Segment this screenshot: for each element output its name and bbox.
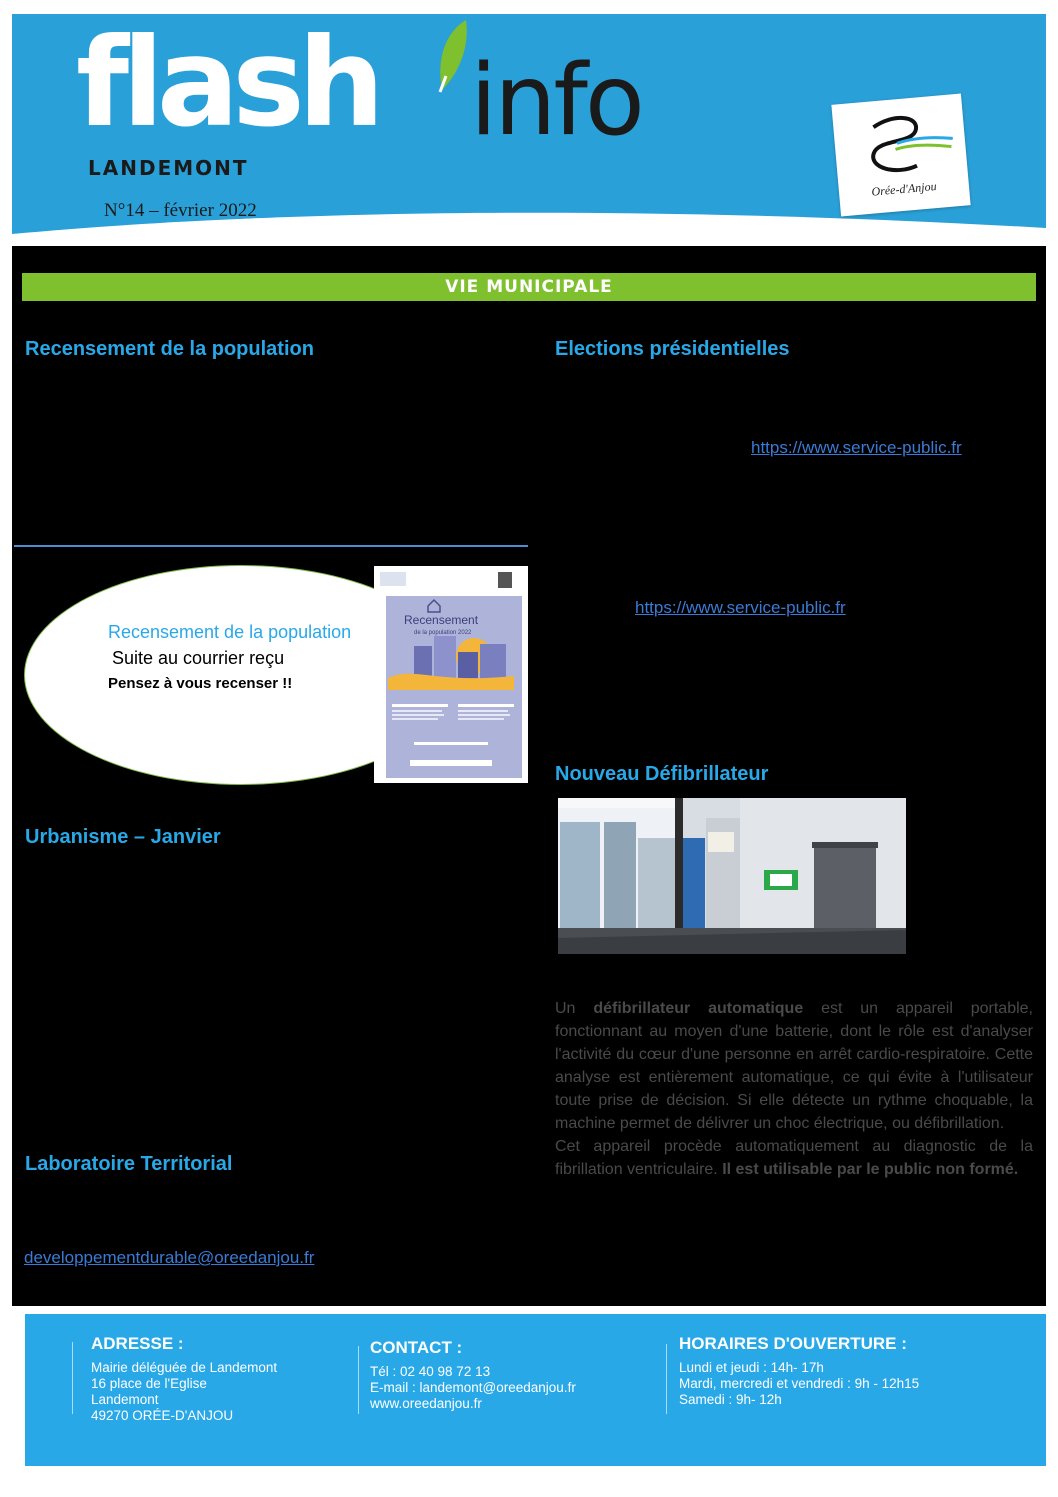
- hours-line: Samedi : 9h- 12h: [679, 1392, 782, 1407]
- footer-separator: [666, 1344, 667, 1414]
- leaf-icon: [432, 18, 472, 98]
- callout-line-2: Pensez à vous recenser !!: [108, 675, 293, 692]
- defib-text-rest: est un appareil portable, fonctionnant au moyen d'une batterie, dont le rôle est d'analyser l'activité du cœur d'une personne en arrêt cardio-respiratoire. Cette analyse est entièrement automatique, ce qui évite à l'utilisateur toute prise de décision. Si elle détecte un rythme choquable, la machine permet de délivrer un choc électrique, ou défibrillation.: [555, 1000, 1034, 1132]
- lab-email-link[interactable]: developpementdurable@oreedanjou.fr: [24, 1248, 315, 1267]
- lab-heading: Laboratoire Territorial: [25, 1153, 233, 1175]
- address-title: ADRESSE :: [91, 1334, 184, 1353]
- defib-text-pre: Un: [555, 1000, 594, 1017]
- section-title-bar: VIE MUNICIPALE: [22, 273, 1036, 301]
- footer-address: [91, 1334, 277, 1424]
- defibrillator-photo-image: [558, 798, 906, 954]
- defibrillator-description: [555, 997, 1033, 1181]
- hours-line: Mardi, mercredi et vendredi : 9h - 12h15: [679, 1376, 920, 1391]
- defibrillator-heading: Nouveau Défibrillateur: [555, 763, 769, 785]
- contact-title: CONTACT :: [370, 1338, 463, 1357]
- urbanism-heading: Urbanisme – Janvier: [25, 826, 221, 848]
- hours-title: HORAIRES D'OUVERTURE :: [679, 1334, 907, 1353]
- footer-hours: [679, 1334, 919, 1408]
- census-heading: Recensement de la population: [25, 338, 314, 360]
- service-public-link-2[interactable]: https://www.service-public.fr: [635, 598, 846, 617]
- address-line: 16 place de l'Eglise: [91, 1376, 207, 1391]
- address-line: Mairie déléguée de Landemont: [91, 1360, 278, 1375]
- callout-line-1: Suite au courrier reçu: [112, 648, 285, 668]
- census-poster: [374, 566, 528, 783]
- brand-logo-card: [831, 94, 970, 217]
- census-poster-illustration: [374, 566, 528, 783]
- footer-separator: [358, 1346, 359, 1414]
- footer-separator: [72, 1342, 73, 1414]
- service-public-link-1[interactable]: https://www.service-public.fr: [751, 438, 962, 457]
- brand-name: Orée-d'Anjou: [870, 179, 938, 199]
- logo-flash: flash: [76, 12, 378, 154]
- logo-info: info: [470, 44, 642, 158]
- town-name: LANDEMONT: [88, 156, 249, 180]
- hours-line: Lundi et jeudi : 14h- 17h: [679, 1360, 824, 1375]
- contact-website[interactable]: www.oreedanjou.fr: [370, 1396, 482, 1411]
- address-line: Landemont: [91, 1392, 159, 1407]
- poster-subtitle: de la population 2022: [414, 630, 472, 636]
- contact-phone: Tél : 02 40 98 72 13: [370, 1364, 491, 1379]
- defib-text-2: Cet appareil procède automatiquement au diagnostic de la fibrillation ventriculaire.: [555, 1138, 1033, 1178]
- footer-contact: [370, 1338, 576, 1412]
- address-line: 49270 ORÉE-D'ANJOU: [91, 1408, 234, 1423]
- contact-email[interactable]: E-mail : landemont@oreedanjou.fr: [370, 1380, 576, 1395]
- defib-text-bold: défibrillateur automatique: [593, 1000, 804, 1017]
- defib-text-2-bold: Il est utilisable par le public non formé.: [722, 1161, 1019, 1178]
- poster-title: Recensement: [404, 613, 479, 627]
- defibrillator-photo: [558, 798, 906, 954]
- elections-heading: Elections présidentielles: [555, 338, 790, 360]
- issue-number: N°14 – février 2022: [104, 200, 257, 221]
- column-divider: [14, 545, 528, 547]
- callout-title: Recensement de la population: [108, 622, 352, 642]
